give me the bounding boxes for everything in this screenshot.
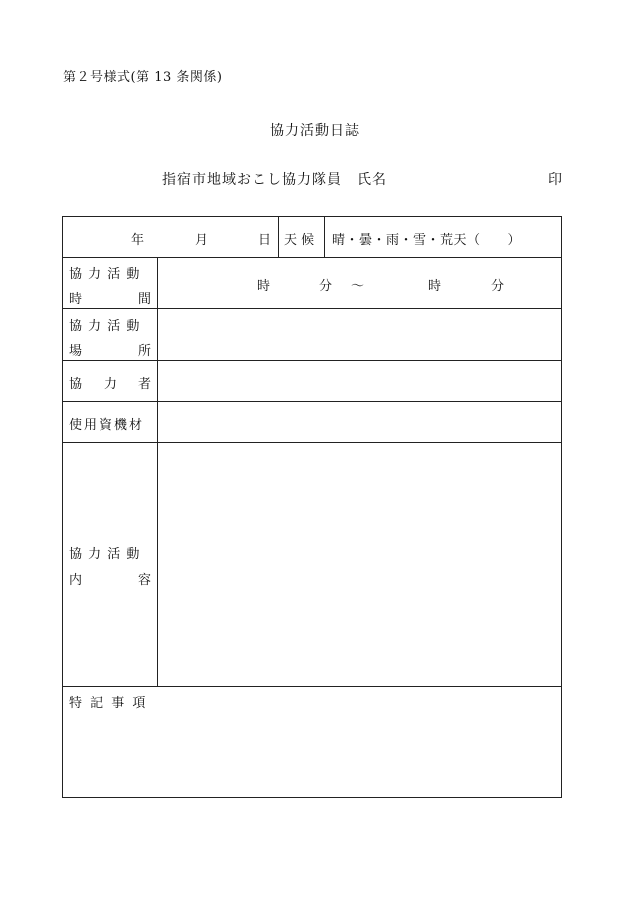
special-notes-label: 特 記 事 項 [69,696,148,711]
cooperator-label-a: 協 [69,377,83,392]
cooperator-label-b: 力 [104,377,118,392]
end-minute-label: 分 [491,279,505,294]
activity-time-label-line2b: 間 [138,292,152,307]
activity-content-label-line2a: 内 [69,573,83,588]
equipment-label: 使用資機材 [69,418,145,433]
row-divider [63,257,561,258]
seal-mark: 印 [548,172,562,188]
activity-log-table [62,216,562,798]
row-divider [63,401,561,402]
start-minute-label: 分 [319,279,333,294]
activity-time-label-line1: 協 力 活 動 [69,267,141,282]
column-divider [324,217,325,257]
activity-place-label-line1: 協 力 活 動 [69,319,141,334]
range-tilde: ～ [351,279,365,294]
start-hour-label: 時 [257,279,271,294]
activity-time-label-line2a: 時 [69,292,83,307]
activity-place-label-line2b: 所 [138,344,152,359]
row-divider [63,360,561,361]
month-label: 月 [195,233,209,248]
row-divider [63,686,561,687]
end-hour-label: 時 [428,279,442,294]
member-name-label: 指宿市地域おこし協力隊員 氏名 [162,172,387,188]
activity-place-label-line2a: 場 [69,344,83,359]
document-title: 協力活動日誌 [270,123,360,139]
day-label: 日 [258,233,272,248]
row-divider [63,308,561,309]
form-number: 第２号様式(第 13 条関係) [63,70,223,85]
activity-content-label-line2b: 容 [138,573,152,588]
row-divider [63,442,561,443]
activity-content-label-line1: 協 力 活 動 [69,547,141,562]
year-label: 年 [131,233,145,248]
weather-options: 晴・曇・雨・雪・荒天（ ） [332,233,522,248]
column-divider [278,217,279,257]
weather-label: 天 候 [284,233,315,248]
label-column-divider [157,257,158,686]
cooperator-label-c: 者 [138,377,152,392]
